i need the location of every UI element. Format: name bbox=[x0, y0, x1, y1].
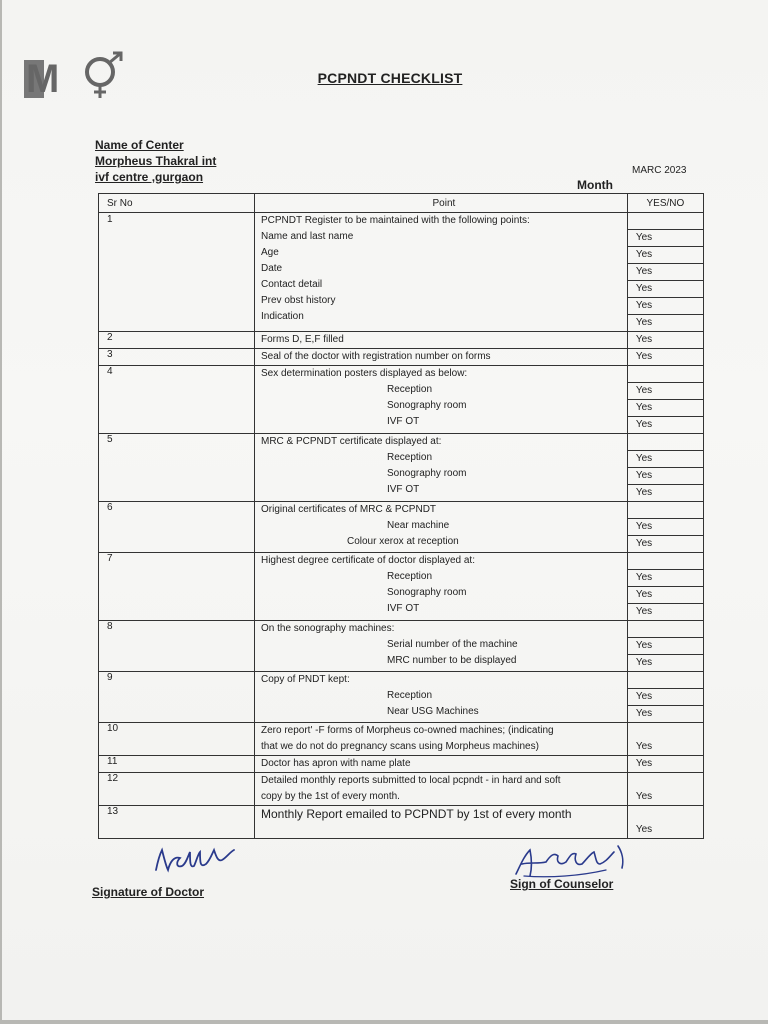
point-heading: Forms D, E,F filled bbox=[260, 334, 344, 345]
point-item: IVF OT bbox=[386, 484, 420, 495]
answer-cell: Yes bbox=[628, 230, 703, 247]
table-row bbox=[99, 672, 704, 723]
point-heading-cont: that we do not do pregnancy scans using Morpheus machines) bbox=[260, 741, 539, 752]
table-row bbox=[99, 621, 704, 672]
row-number: 9 bbox=[107, 672, 113, 683]
answer-cell: Yes bbox=[635, 657, 653, 668]
row-number: 3 bbox=[107, 349, 113, 360]
point-item: Serial number of the machine bbox=[386, 639, 518, 650]
table-row bbox=[99, 502, 704, 553]
point-heading: On the sonography machines: bbox=[260, 623, 395, 634]
point-heading: Monthly Report emailed to PCPNDT by 1st of every month bbox=[260, 807, 572, 821]
answer-cell: Yes bbox=[628, 587, 703, 604]
row-number: 4 bbox=[107, 366, 113, 377]
answer-cell: Yes bbox=[628, 264, 703, 281]
answer-cell: Yes bbox=[628, 570, 703, 587]
answer-cell: Yes bbox=[635, 419, 653, 430]
point-heading: MRC & PCPNDT certificate displayed at: bbox=[260, 436, 442, 447]
row-number: 12 bbox=[107, 773, 119, 784]
point-heading: PCPNDT Register to be maintained with the following points: bbox=[260, 215, 530, 226]
table-row bbox=[99, 723, 704, 756]
point-item: Near USG Machines bbox=[386, 706, 479, 717]
point-item: Reception bbox=[386, 384, 433, 395]
answer-cell: Yes bbox=[628, 689, 703, 706]
row-number: 2 bbox=[107, 332, 113, 343]
counselor-signature bbox=[510, 842, 640, 882]
table-row bbox=[99, 332, 704, 349]
center-name-line1: Morpheus Thakral int bbox=[95, 154, 217, 168]
answer-cell: Yes bbox=[635, 334, 653, 345]
answer-cell: Yes bbox=[635, 824, 653, 835]
point-heading-cont: copy by the 1st of every month. bbox=[260, 791, 400, 802]
point-item: Reception bbox=[386, 571, 433, 582]
row-number: 1 bbox=[107, 214, 113, 225]
point-heading: Copy of PNDT kept: bbox=[260, 674, 350, 685]
point-item: Reception bbox=[386, 452, 433, 463]
row-number: 7 bbox=[107, 553, 113, 564]
point-item: Colour xerox at reception bbox=[346, 536, 459, 547]
point-item: Contact detail bbox=[260, 279, 323, 290]
answer-cell: Yes bbox=[628, 468, 703, 485]
answer-cell: Yes bbox=[635, 538, 653, 549]
row-number: 10 bbox=[107, 723, 119, 734]
table-row bbox=[99, 756, 704, 773]
point-item: Sonography room bbox=[386, 587, 467, 598]
counselor-signature-label: Sign of Counselor bbox=[510, 877, 614, 891]
month-label: Month bbox=[577, 178, 613, 192]
center-name-line2: ivf centre ,gurgaon bbox=[95, 170, 204, 184]
row-number: 11 bbox=[107, 756, 118, 767]
answer-cell: Yes bbox=[635, 606, 653, 617]
svg-text:M: M bbox=[26, 57, 60, 100]
table-row bbox=[99, 773, 704, 806]
point-item: Reception bbox=[386, 690, 433, 701]
row-number: 8 bbox=[107, 621, 113, 632]
point-heading: Zero report' -F forms of Morpheus co-owned machines; (indicating bbox=[260, 725, 554, 736]
answer-cell: Yes bbox=[628, 281, 703, 298]
answer-cell: Yes bbox=[635, 791, 653, 802]
answer-cell: Yes bbox=[635, 758, 653, 769]
answer-cell: Yes bbox=[635, 487, 653, 498]
table-header-row bbox=[99, 194, 704, 213]
answer-cell: Yes bbox=[628, 400, 703, 417]
table-row bbox=[99, 349, 704, 366]
center-label: Name of Center bbox=[95, 138, 184, 152]
answer-cell: Yes bbox=[635, 741, 653, 752]
answer-cell: Yes bbox=[628, 247, 703, 264]
point-item: Prev obst history bbox=[260, 295, 336, 306]
point-item: IVF OT bbox=[386, 603, 420, 614]
answer-cell: Yes bbox=[635, 351, 653, 362]
row-number: 6 bbox=[107, 502, 113, 513]
header-point: Point bbox=[254, 194, 627, 213]
answer-cell: Yes bbox=[628, 383, 703, 400]
answer-cell: Yes bbox=[635, 317, 653, 328]
answer-cell: Yes bbox=[628, 298, 703, 315]
table-row bbox=[99, 434, 704, 502]
point-heading: Highest degree certificate of doctor displayed at: bbox=[260, 555, 475, 566]
point-item: Date bbox=[260, 263, 283, 274]
page-title: PCPNDT CHECKLIST bbox=[317, 70, 463, 86]
checklist-table bbox=[98, 193, 704, 839]
point-item: MRC number to be displayed bbox=[386, 655, 517, 666]
table-row bbox=[99, 213, 704, 332]
point-item: IVF OT bbox=[386, 416, 420, 427]
table-row bbox=[99, 806, 704, 839]
doctor-signature-label: Signature of Doctor bbox=[92, 885, 205, 899]
point-heading: Seal of the doctor with registration number on forms bbox=[260, 351, 491, 362]
header-yesno: YES/NO bbox=[627, 194, 703, 213]
point-heading: Doctor has apron with name plate bbox=[260, 758, 411, 769]
point-heading: Sex determination posters displayed as below: bbox=[260, 368, 468, 379]
doctor-signature bbox=[150, 842, 240, 878]
point-item: Age bbox=[260, 247, 279, 258]
answer-cell: Yes bbox=[628, 638, 703, 655]
point-item: Sonography room bbox=[386, 468, 467, 479]
point-item: Near machine bbox=[386, 520, 450, 531]
row-number: 5 bbox=[107, 434, 113, 445]
answer-cell: Yes bbox=[628, 451, 703, 468]
point-heading: Detailed monthly reports submitted to local pcpndt - in hard and soft bbox=[260, 775, 561, 786]
answer-cell: Yes bbox=[635, 708, 653, 719]
month-value: MARC 2023 bbox=[632, 165, 687, 176]
answer-cell: Yes bbox=[628, 519, 703, 536]
point-heading: Original certificates of MRC & PCPNDT bbox=[260, 504, 437, 515]
header-sr: Sr No bbox=[99, 194, 255, 213]
document-page bbox=[2, 0, 768, 1020]
center-info bbox=[95, 137, 216, 185]
row-number: 13 bbox=[107, 806, 119, 817]
point-item: Sonography room bbox=[386, 400, 467, 411]
point-item: Indication bbox=[260, 311, 304, 322]
table-row bbox=[99, 553, 704, 621]
table-row bbox=[99, 366, 704, 434]
point-item: Name and last name bbox=[260, 231, 354, 242]
